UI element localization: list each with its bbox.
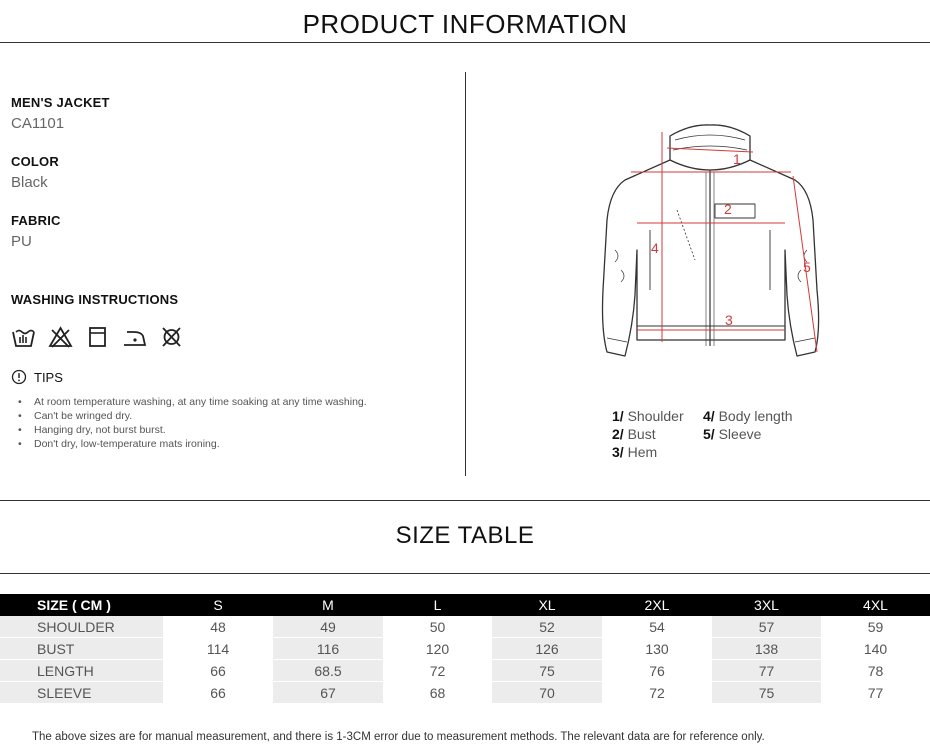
row-label: BUST <box>0 638 163 660</box>
size-table-title: SIZE TABLE <box>395 522 535 549</box>
legend-num: 2/ <box>612 426 624 442</box>
table-cell: 49 <box>273 616 383 638</box>
measurement-footnote: The above sizes are for manual measurement, and there is 1-3CM error due to measurement methods. The relevant data are for reference only. <box>32 731 765 743</box>
tip-item: • Can't be wringed dry. <box>18 409 458 423</box>
table-cell: 68 <box>383 682 492 704</box>
legend-text: Sleeve <box>718 426 762 442</box>
measurement-legend <box>612 407 794 461</box>
legend-num: 4/ <box>703 408 715 424</box>
info-icon <box>11 369 27 385</box>
size-table <box>0 594 930 704</box>
marker-5: 5 <box>803 259 811 275</box>
table-cell: 116 <box>273 638 383 660</box>
washing-instructions-title: WASHING INSTRUCTIONS <box>11 292 179 307</box>
table-cell: 66 <box>163 660 273 682</box>
table-cell: 70 <box>492 682 602 704</box>
table-cell: 72 <box>602 682 712 704</box>
row-label: SLEEVE <box>0 682 163 704</box>
tumble-dry-icon <box>85 326 110 348</box>
iron-low-icon <box>122 326 147 348</box>
size-header-cell: 3XL <box>712 594 821 616</box>
marker-4: 4 <box>651 240 659 256</box>
marker-2: 2 <box>724 201 732 217</box>
size-header-cell: 4XL <box>821 594 930 616</box>
table-cell: 67 <box>273 682 383 704</box>
tips-header <box>11 369 63 385</box>
table-cell: 59 <box>821 616 930 638</box>
no-dry-clean-icon <box>159 326 184 348</box>
row-label: SHOULDER <box>0 616 163 638</box>
product-name-label: MEN'S JACKET <box>11 95 110 110</box>
table-cell: 130 <box>602 638 712 660</box>
table-cell: 66 <box>163 682 273 704</box>
legend-text: Body length <box>718 408 793 424</box>
tips-list <box>18 395 458 451</box>
product-details <box>11 95 451 307</box>
washing-icons <box>11 326 184 348</box>
table-row <box>0 616 930 638</box>
legend-text: Shoulder <box>627 408 684 424</box>
row-label: LENGTH <box>0 660 163 682</box>
section-divider-top <box>0 500 930 501</box>
size-header-cell: XL <box>492 594 602 616</box>
size-header-cell: S <box>163 594 273 616</box>
table-cell: 77 <box>712 660 821 682</box>
section-divider-bottom <box>0 573 930 574</box>
tip-item: • Hanging dry, not burst burst. <box>18 423 458 437</box>
table-cell: 75 <box>492 660 602 682</box>
size-header-cell: 2XL <box>602 594 712 616</box>
table-cell: 52 <box>492 616 602 638</box>
fabric-value: PU <box>11 233 32 250</box>
table-cell: 140 <box>821 638 930 660</box>
table-cell: 57 <box>712 616 821 638</box>
size-header-cell: M <box>273 594 383 616</box>
legend-text: Hem <box>627 444 658 460</box>
product-model: CA1101 <box>11 115 65 132</box>
tip-item: • At room temperature washing, at any time soaking at any time washing. <box>18 395 458 409</box>
marker-3: 3 <box>725 312 733 328</box>
header-divider <box>0 42 930 43</box>
table-row <box>0 682 930 704</box>
table-cell: 68.5 <box>273 660 383 682</box>
legend-num: 5/ <box>703 426 715 442</box>
table-cell: 126 <box>492 638 602 660</box>
table-cell: 78 <box>821 660 930 682</box>
table-cell: 75 <box>712 682 821 704</box>
size-header-label: SIZE ( CM ) <box>0 594 163 616</box>
table-cell: 76 <box>602 660 712 682</box>
table-row <box>0 638 930 660</box>
table-cell: 120 <box>383 638 492 660</box>
color-label: COLOR <box>11 154 59 169</box>
tip-item: • Don't dry, low-temperature mats ironing. <box>18 437 458 451</box>
table-cell: 50 <box>383 616 492 638</box>
table-row <box>0 660 930 682</box>
fabric-label: FABRIC <box>11 213 61 228</box>
table-cell: 138 <box>712 638 821 660</box>
legend-num: 1/ <box>612 408 624 424</box>
table-cell: 54 <box>602 616 712 638</box>
table-cell: 114 <box>163 638 273 660</box>
legend-num: 3/ <box>612 444 624 460</box>
color-value: Black <box>11 174 48 191</box>
legend-text: Bust <box>627 426 656 442</box>
table-cell: 48 <box>163 616 273 638</box>
product-information-title: PRODUCT INFORMATION <box>302 9 628 39</box>
size-header-cell: L <box>383 594 492 616</box>
marker-1: 1 <box>733 151 741 167</box>
hand-wash-icon <box>11 326 36 348</box>
no-bleach-icon <box>48 326 73 348</box>
table-cell: 72 <box>383 660 492 682</box>
jacket-measurement-diagram <box>585 120 835 370</box>
tips-title: TIPS <box>34 369 63 385</box>
table-cell: 77 <box>821 682 930 704</box>
column-divider <box>465 72 466 476</box>
size-table-header <box>0 594 930 616</box>
